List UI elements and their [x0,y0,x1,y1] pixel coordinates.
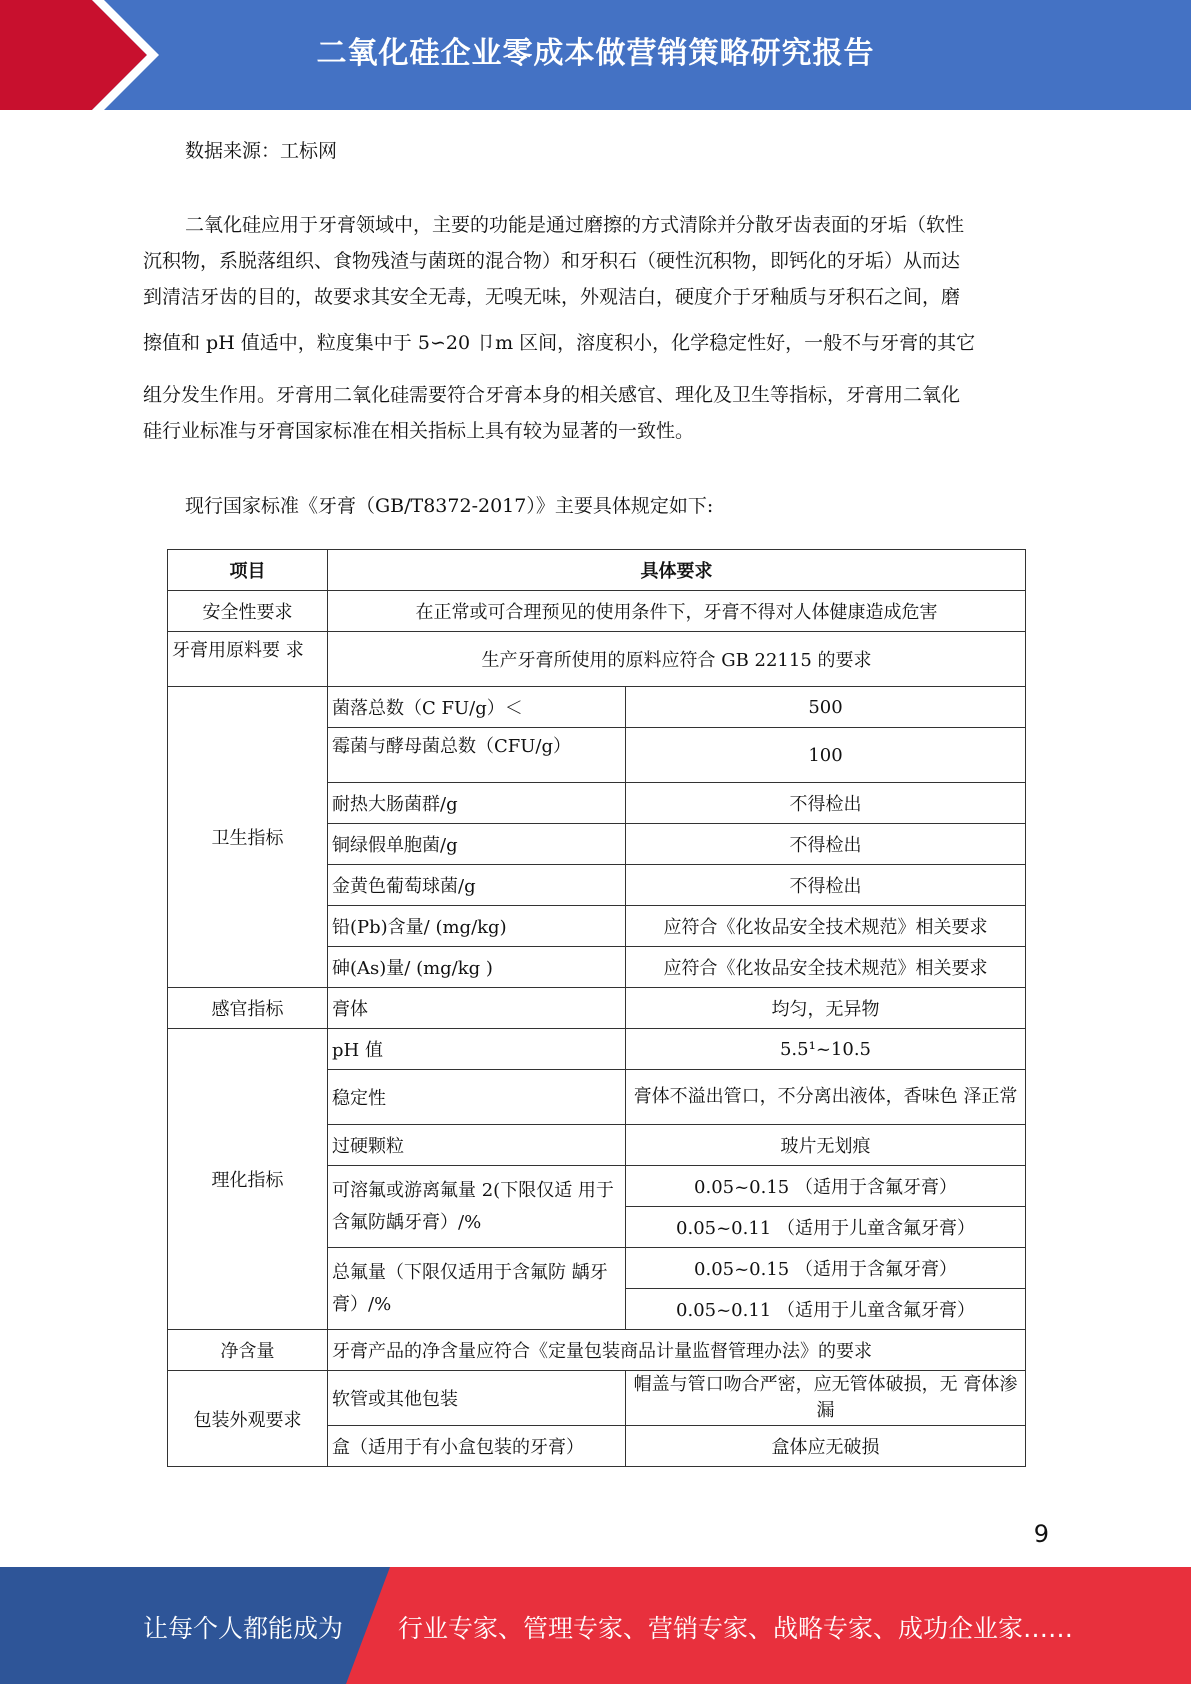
footer-slogan-left: 让每个人都能成为 [143,1614,344,1643]
header-requirement: 具体要求 [328,550,1026,591]
indicator-value: 500 [626,687,1026,728]
data-source-line: 数据来源：工标网 [185,140,338,162]
indicator-value: 不得检出 [626,824,1026,865]
requirement-cell: 在正常或可合理预见的使用条件下，牙膏不得对人体健康造成危害 [328,591,1026,632]
indicator-name: 金黄色葡萄球菌/g [328,865,626,906]
indicator-name: 稳定性 [328,1070,626,1125]
page-header [0,0,1191,110]
indicator-value: 0.05~0.11 （适用于儿童含氟牙膏） [626,1207,1026,1248]
indicator-name: 可溶氟或游离氟量 2(下限仅适 用于含氟防龋牙膏）/% [328,1166,626,1248]
indicator-name: 铜绿假单胞菌/g [328,824,626,865]
category-label: 牙膏用原料要 求 [168,632,328,687]
indicator-name: 过硬颗粒 [328,1125,626,1166]
indicator-name: 铅(Pb)含量/ (mg/kg) [328,906,626,947]
indicator-value: 0.05~0.15 （适用于含氟牙膏） [626,1248,1026,1289]
table-row [168,591,1026,632]
indicator-value: 5.5¹~10.5 [626,1029,1026,1070]
indicator-name: 膏体 [328,988,626,1029]
indicator-name: 总氟量（下限仅适用于含氟防 龋牙膏）/% [328,1248,626,1330]
indicator-name: 软管或其他包装 [328,1371,626,1426]
body-line: 到清洁牙齿的目的，故要求其安全无毒，无嗅无味，外观洁白，硬度介于牙釉质与牙积石之间，磨 [143,286,961,308]
indicator-value: 玻片无划痕 [626,1125,1026,1166]
indicator-value: 不得检出 [626,783,1026,824]
table-row [168,687,1026,728]
table-row [168,1029,1026,1070]
table-header-row [168,550,1026,591]
body-line: 组分发生作用。牙膏用二氧化硅需要符合牙膏本身的相关感官、理化及卫生等指标，牙膏用二氧化 [143,384,961,406]
toothpaste-standard-table [167,549,1026,1467]
table-row [168,632,1026,687]
body-line: 擦值和 pH 值适中，粒度集中于 5∽20 卩m 区间，溶度积小，化学稳定性好，一般不与牙膏的其它 [143,332,976,354]
requirement-cell: 牙膏产品的净含量应符合《定量包装商品计量监督管理办法》的要求 [328,1330,1026,1371]
category-label: 感官指标 [168,988,328,1029]
report-title: 二氧化硅企业零成本做营销策略研究报告 [316,36,875,71]
table-row [168,1330,1026,1371]
category-label: 净含量 [168,1330,328,1371]
indicator-name: 盒（适用于有小盒包装的牙膏） [328,1426,626,1467]
page-number: 9 [1033,1520,1049,1548]
indicator-name: 霉菌与酵母菌总数（CFU/g） [328,728,626,783]
page-footer [0,1567,1191,1684]
body-line: 二氧化硅应用于牙膏领域中，主要的功能是通过磨擦的方式清除并分散牙齿表面的牙垢（软性 [185,214,965,236]
indicator-value: 100 [626,728,1026,783]
indicator-value: 应符合《化妆品安全技术规范》相关要求 [626,947,1026,988]
table-row [168,1371,1026,1426]
category-label: 安全性要求 [168,591,328,632]
requirement-cell: 生产牙膏所使用的原料应符合 GB 22115 的要求 [328,632,1026,687]
indicator-name: 耐热大肠菌群/g [328,783,626,824]
category-label: 理化指标 [168,1029,328,1330]
indicator-value: 膏体不溢出管口，不分离出液体，香味色 泽正常 [626,1070,1026,1125]
indicator-value: 均匀，无异物 [626,988,1026,1029]
indicator-name: 砷(As)量/ (mg/kg ) [328,947,626,988]
indicator-name: pH 值 [328,1029,626,1070]
category-label: 卫生指标 [168,687,328,988]
header-item: 项目 [168,550,328,591]
indicator-value: 帽盖与管口吻合严密，应无管体破损，无 膏体渗漏 [626,1371,1026,1426]
indicator-value: 应符合《化妆品安全技术规范》相关要求 [626,906,1026,947]
footer-slogan-right: 行业专家、管理专家、营销专家、战略专家、成功企业家…… [398,1614,1074,1643]
body-paragraph [143,207,1045,449]
indicator-value: 盒体应无破损 [626,1426,1026,1467]
table-row [168,988,1026,1029]
standard-intro: 现行国家标准《牙膏（GB/T8372-2017）》主要具体规定如下: [185,495,714,517]
indicator-value: 不得检出 [626,865,1026,906]
indicator-value: 0.05~0.11 （适用于儿童含氟牙膏） [626,1289,1026,1330]
indicator-value: 0.05~0.15 （适用于含氟牙膏） [626,1166,1026,1207]
body-line: 硅行业标准与牙膏国家标准在相关指标上具有较为显著的一致性。 [143,420,695,442]
body-line: 沉积物，系脱落组织、食物残渣与菌斑的混合物）和牙积石（硬性沉积物，即钙化的牙垢）从而达 [143,250,961,272]
indicator-name: 菌落总数（C FU/g）＜ [328,687,626,728]
category-label: 包装外观要求 [168,1371,328,1467]
